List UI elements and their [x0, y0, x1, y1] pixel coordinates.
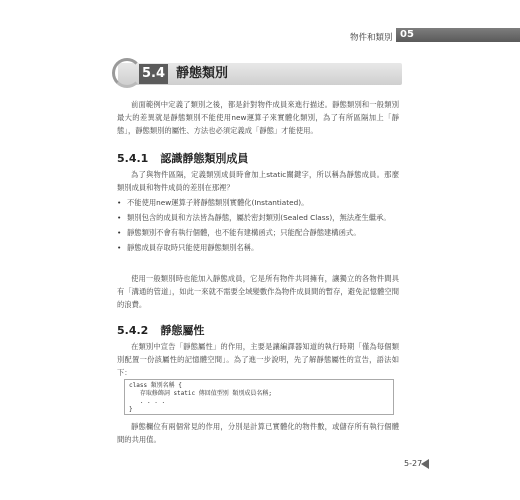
page-arrow-icon: [421, 459, 429, 469]
bullet-list: [117, 196, 399, 256]
running-header-label: 物件和類別: [350, 33, 393, 43]
subsection-1-paragraph: 為了與物件區隔，定義類別成員時會加上static關鍵字，所以稱為靜態成員。那麼類別成員和物件成員的差別在那裡？: [117, 170, 399, 192]
code-line: class 類別名稱 {: [129, 382, 182, 389]
chapter-badge: [396, 28, 520, 42]
subsection-2-closing-paragraph: 靜態欄位有兩個常見的作用，分別是計算已實體化的物件數，或儲存所有執行個體間的共用值。: [117, 422, 399, 444]
chapter-badge-number: 05: [400, 29, 414, 40]
section-number: 5.4: [139, 64, 168, 84]
code-line: }: [129, 406, 133, 413]
code-line: . . . .: [129, 398, 166, 405]
list-item: • 類別包含的成員和方法皆為靜態，屬於密封類別(Sealed Class)，無法產生繼承。: [117, 211, 399, 224]
subsection-heading-1: [117, 150, 248, 166]
subsection-number-1: 5.4.1: [117, 152, 149, 165]
list-item: • 靜態類別不會有執行個體，也不能有建構函式；只能配合靜態建構函式。: [117, 226, 399, 239]
swirl-icon: [112, 58, 142, 88]
subsection-number-2: 5.4.2: [117, 324, 149, 337]
subsection-1-closing-paragraph: 使用一般類別時也能加入靜態成員，它是所有物件共同擁有，讓獨立的各物件間具有「溝通的管道」，如此一來就不需要全域變數作為物件成員間的暫存，避免記憶體空間的浪費。: [117, 274, 399, 309]
section-title: 靜態類別: [176, 66, 229, 81]
code-block: [124, 379, 394, 415]
code-line: 存取修飾詞 static 傳回值型別 類別成員名稱;: [129, 390, 272, 397]
page-number: 5-27: [404, 459, 423, 468]
subsection-heading-2: [117, 322, 204, 338]
subsection-2-paragraph: 在類別中宣告「靜態屬性」的作用，主要是讓編譯器知道的執行時期「僅為每個類別配置一份該屬性的記憶體空間」。為了進一步說明，先了解靜態屬性的宣告，語法如下：: [117, 342, 399, 377]
subsection-title-2: 靜態屬性: [160, 324, 205, 337]
list-item: • 靜態成員存取時只能使用靜態類別名稱。: [117, 241, 399, 254]
list-item: • 不能使用new運算子將靜態類別實體化(Instantiated)。: [117, 196, 399, 209]
intro-paragraph: 前面範例中定義了類別之後，都是針對物件成員來進行描述。靜態類別和一般類別最大的差異就是靜態類別不能使用new運算子來實體化類別，為了有所區隔加上「靜態」，靜態類別的屬性、方法也必須定義成「靜態」才能使用。: [117, 100, 399, 135]
subsection-title-1: 認識靜態類別成員: [160, 152, 249, 165]
